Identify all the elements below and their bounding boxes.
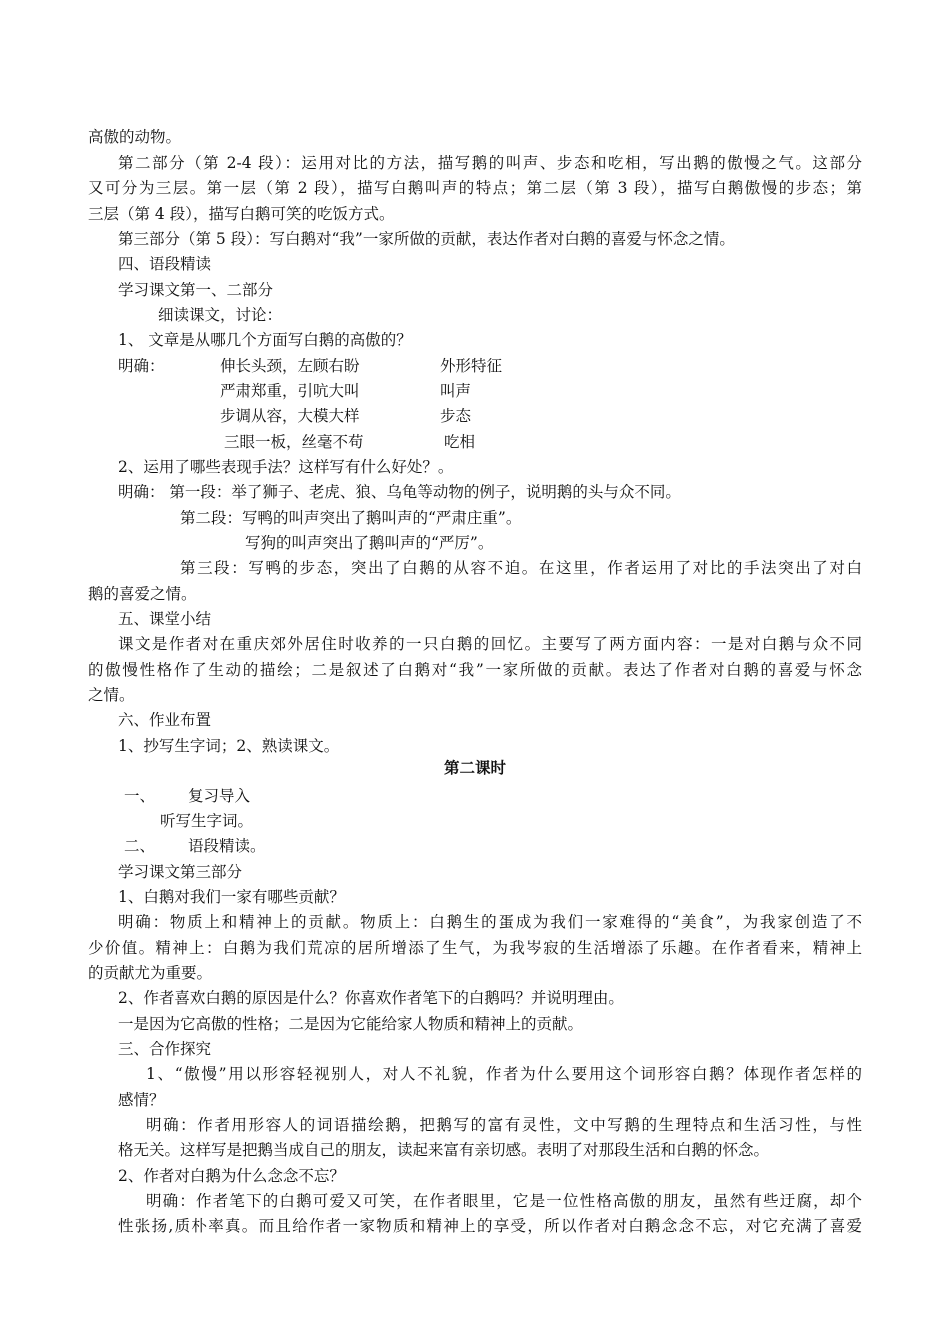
section-heading: 语段精读。 xyxy=(188,837,266,855)
answer-label: 明确： xyxy=(118,357,165,375)
feature-aspect: 步态 xyxy=(440,407,472,425)
section-heading: 五、课堂小结 xyxy=(118,610,212,628)
section-heading: 复习导入 xyxy=(188,787,251,805)
paragraph-line: 的傲慢性格作了生动的描绘；二是叙述了白鹅对“我”一家所做的贡献。表达了作者对白鹅的喜爱与怀念 xyxy=(88,661,862,679)
section-number: 一、 xyxy=(124,787,156,805)
paragraph-line: 高傲的动物。 xyxy=(88,128,182,146)
paragraph-line: 第二部分（第 2-4 段）：运用对比的方法，描写鹅的叫声、步态和吃相，写出鹅的傲慢之气。这部分 xyxy=(118,154,862,172)
paragraph-line: 细读课文，讨论： xyxy=(158,306,283,324)
feature-desc: 伸长头颈，左顾右盼 xyxy=(220,357,360,375)
feature-aspect: 吃相 xyxy=(444,433,476,451)
paragraph-line: 学习课文第一、二部分 xyxy=(118,281,274,299)
feature-aspect: 外形特征 xyxy=(440,357,503,375)
answer-line: 明确：作者用形容人的词语描绘鹅，把鹅写的富有灵性，文中写鹅的生理特点和生活习性，与性 xyxy=(146,1116,862,1134)
answer-line: 写狗的叫声突出了鹅叫声的“严厉”。 xyxy=(245,534,494,552)
paragraph-line: 三层（第 4 段），描写白鹅可笑的吃饭方式。 xyxy=(88,205,395,223)
feature-desc: 严肃郑重，引吭大叫 xyxy=(220,382,360,400)
answer-line: 明确： 第一段：举了狮子、老虎、狼、乌龟等动物的例子，说明鹅的头与众不同。 xyxy=(118,483,681,501)
question: 1、“傲慢”用以形容轻视别人，对人不礼貌，作者为什么要用这个词形容白鹅？体现作者怎样的 xyxy=(146,1065,862,1083)
section-heading: 四、语段精读 xyxy=(118,255,212,273)
answer-line: 少价值。精神上：白鹅为我们荒凉的居所增添了生气，为我岑寂的生活增添了乐趣。在作者看来，精神上 xyxy=(88,939,862,957)
answer-line: 格无关。这样写是把鹅当成自己的朋友，读起来富有亲切感。表明了对那段生活和白鹅的怀念。 xyxy=(118,1141,770,1159)
answer-line: 鹅的喜爱之情。 xyxy=(88,585,197,603)
question: 2、作者喜欢白鹅的原因是什么？你喜欢作者笔下的白鹅吗？并说明理由。 xyxy=(118,989,624,1007)
feature-desc: 三眼一板，丝毫不苟 xyxy=(224,433,364,451)
paragraph-line: 之情。 xyxy=(88,686,135,704)
paragraph-line: 又可分为三层。第一层（第 2 段），描写白鹅叫声的特点；第二层（第 3 段），描写白鹅傲慢的步态；第 xyxy=(88,179,862,197)
paragraph-line: 课文是作者对在重庆郊外居住时收养的一只白鹅的回忆。主要写了两方面内容：一是对白鹅与众不同 xyxy=(118,635,862,653)
question: 2、运用了哪些表现手法？这样写有什么好处？。 xyxy=(118,458,454,476)
paragraph-line: 第三部分（第 5 段）：写白鹅对“我”一家所做的贡献，表达作者对白鹅的喜爱与怀念之情。 xyxy=(118,230,735,248)
feature-aspect: 叫声 xyxy=(440,382,472,400)
paragraph-line: 学习课文第三部分 xyxy=(118,863,243,881)
lesson-title: 第二课时 xyxy=(443,759,506,777)
answer-line: 的贡献尤为重要。 xyxy=(88,964,213,982)
feature-desc: 步调从容，大模大样 xyxy=(220,407,360,425)
question: 2、作者对白鹅为什么念念不忘？ xyxy=(118,1167,345,1185)
answer-line: 一是因为它高傲的性格；二是因为它能给家人物质和精神上的贡献。 xyxy=(118,1015,584,1033)
question: 感情？ xyxy=(118,1091,165,1109)
section-heading: 六、作业布置 xyxy=(118,711,212,729)
answer-line: 明确：作者笔下的白鹅可爱又可笑，在作者眼里，它是一位性格高傲的朋友，虽然有些迂腐，却个 xyxy=(146,1192,862,1210)
answer-line: 第二段：写鸭的叫声突出了鹅叫声的“严肃庄重”。 xyxy=(180,509,522,527)
answer-line: 性张扬,质朴率真。而且给作者一家物质和精神上的享受，所以作者对白鹅念念不忘，对它充满了喜爱 xyxy=(118,1217,862,1235)
paragraph-line: 听写生字词。 xyxy=(160,812,254,830)
answer-line: 明确：物质上和精神上的贡献。物质上：白鹅生的蛋成为我们一家难得的“美食”，为我家创造了不 xyxy=(118,913,862,931)
section-heading: 三、合作探究 xyxy=(118,1040,212,1058)
paragraph-line: 1、抄写生字词；2、熟读课文。 xyxy=(118,737,340,755)
answer-line: 第三段：写鸭的步态，突出了白鹅的从容不迫。在这里，作者运用了对比的手法突出了对白 xyxy=(180,559,862,577)
question: 1、白鹅对我们一家有哪些贡献？ xyxy=(118,888,345,906)
question: 1、 文章是从哪几个方面写白鹅的高傲的？ xyxy=(118,331,412,349)
section-number: 二、 xyxy=(124,837,156,855)
